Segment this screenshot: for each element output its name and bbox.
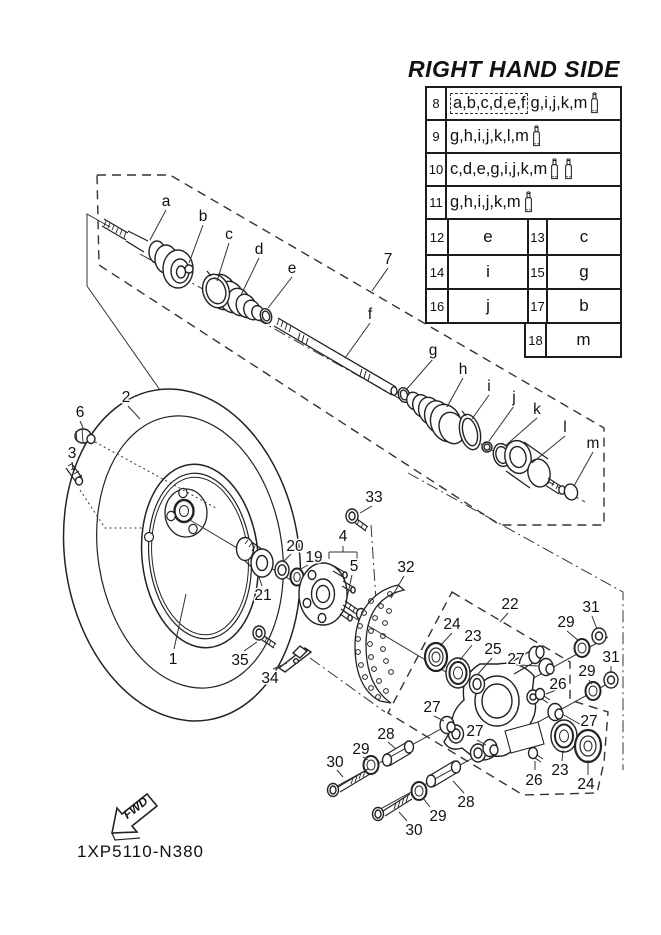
fwd-label: FWD xyxy=(120,793,151,822)
part-20-nut xyxy=(275,561,289,579)
ref-letter-cell: g xyxy=(546,254,620,288)
callout-33: 33 xyxy=(365,489,383,506)
callout-5: 5 xyxy=(349,558,359,575)
grease-tube-icon xyxy=(530,125,543,148)
callout-26: 26 xyxy=(549,676,567,693)
part-6-lug-nut xyxy=(75,429,95,444)
callout-28: 28 xyxy=(377,726,395,743)
callout-27: 27 xyxy=(507,651,525,668)
letter-list: g,i,j,k,m xyxy=(530,94,588,112)
page-title: RIGHT HAND SIDE xyxy=(408,56,620,82)
callout-29: 29 xyxy=(352,741,370,758)
callout-26: 26 xyxy=(525,772,543,789)
callout-c: c xyxy=(225,226,233,243)
callout-g: g xyxy=(428,342,438,359)
part-b-clip xyxy=(185,265,193,273)
part-33-bolt xyxy=(346,509,368,531)
callout-21: 21 xyxy=(254,587,272,604)
diagram-part-code: 1XP5110-N380 xyxy=(77,842,204,861)
callout-24: 24 xyxy=(443,616,461,633)
fwd-arrow xyxy=(112,794,157,840)
callout-i: i xyxy=(487,378,491,395)
callout-3: 3 xyxy=(67,445,77,462)
callout-f: f xyxy=(367,306,373,323)
callout-30: 30 xyxy=(326,754,344,771)
valve-hole xyxy=(145,533,154,542)
callout-29: 29 xyxy=(578,663,596,680)
letter-list: g,h,i,j,k,l,m xyxy=(450,127,529,145)
part-l-cv-housing xyxy=(502,438,565,494)
part-32-brake-disc xyxy=(355,585,404,703)
ref-number-cell: 17 xyxy=(527,288,546,322)
callout-29: 29 xyxy=(429,808,447,825)
ref-number-cell: 16 xyxy=(427,288,447,322)
callout-m: m xyxy=(586,435,600,452)
part-24-seal-lower xyxy=(575,730,601,762)
callout-6: 6 xyxy=(75,404,85,421)
projection-line-to-tire xyxy=(87,286,160,390)
ref-content-cell xyxy=(447,187,620,218)
table-row-9 xyxy=(427,119,620,152)
letter-list: g,h,i,j,k,m xyxy=(450,193,521,211)
part-a-cv-joint xyxy=(102,219,193,288)
boxed-letter-group: a,b,c,d,e,f xyxy=(450,93,528,114)
callout-23: 23 xyxy=(464,628,482,645)
callout-j: j xyxy=(512,389,516,406)
callout-27: 27 xyxy=(580,713,598,730)
ref-letter-cell: e xyxy=(447,220,527,254)
ref-letter-cell: c xyxy=(546,220,620,254)
reference-table xyxy=(425,86,622,358)
callout-4: 4 xyxy=(338,528,348,545)
callout-h: h xyxy=(458,361,468,378)
ref-number-cell: 9 xyxy=(427,121,447,152)
ref-number-cell: 12 xyxy=(429,229,445,245)
callout-28: 28 xyxy=(457,794,475,811)
ref-letter-cell: b xyxy=(546,288,620,322)
callout-20: 20 xyxy=(286,538,304,555)
part-h-boot xyxy=(404,390,469,447)
callout-a: a xyxy=(161,193,171,210)
table-section-last-row xyxy=(524,322,622,358)
ref-letter-cell: j xyxy=(447,288,527,322)
chain-bolt33-to-disc xyxy=(371,525,376,600)
callout-1: 1 xyxy=(168,651,178,668)
ref-number-cell: 14 xyxy=(427,254,447,288)
table-section-lists xyxy=(425,86,622,220)
ref-number-cell: 10 xyxy=(427,154,447,185)
callout-19: 19 xyxy=(305,549,323,566)
part-23-bearing-lower xyxy=(551,720,577,752)
callout-23: 23 xyxy=(551,762,569,779)
callout-d: d xyxy=(254,241,264,258)
callout-35: 35 xyxy=(231,652,249,669)
table-row-10 xyxy=(427,152,620,185)
callout-22: 22 xyxy=(501,596,519,613)
part-23-bearing-upper xyxy=(446,658,470,688)
callout-27: 27 xyxy=(423,699,441,716)
grease-tube-icon xyxy=(562,158,575,181)
ref-number-cell: 8 xyxy=(427,88,447,119)
grease-tube-icon xyxy=(588,92,601,115)
callout-l: l xyxy=(563,419,567,436)
callout-29: 29 xyxy=(557,614,575,631)
callout-32: 32 xyxy=(397,559,415,576)
ref-number-cell: 18 xyxy=(528,332,543,348)
callout-2: 2 xyxy=(121,389,131,406)
ref-letter-cell: i xyxy=(447,254,527,288)
callout-k: k xyxy=(533,401,541,418)
table-row-11 xyxy=(427,185,620,218)
callout-24: 24 xyxy=(577,776,595,793)
part-24-seal-upper xyxy=(425,643,447,671)
ref-content-cell xyxy=(447,154,620,185)
grease-tube-icon xyxy=(522,191,535,214)
callout-b: b xyxy=(198,208,208,225)
ref-letter-cell: m xyxy=(545,324,620,356)
part-4-wheel-hub xyxy=(299,563,355,625)
ref-content-cell xyxy=(447,121,620,152)
callout-30: 30 xyxy=(405,822,423,839)
table-row-8 xyxy=(427,88,620,119)
ref-content-cell xyxy=(447,88,620,119)
ref-number-cell: 13 xyxy=(527,220,546,254)
callout-25: 25 xyxy=(484,641,502,658)
part-j-clip xyxy=(482,442,492,452)
ref-number-cell: 11 xyxy=(427,187,447,218)
callout-31: 31 xyxy=(602,649,620,666)
part-25-collar xyxy=(470,675,485,694)
table-section-pairs xyxy=(425,218,622,324)
callout-34: 34 xyxy=(261,670,279,687)
ref-number-cell: 15 xyxy=(527,254,546,288)
letter-list: c,d,e,g,i,j,k,m xyxy=(450,160,548,178)
part-f-drive-shaft xyxy=(274,318,397,395)
grease-tube-icon xyxy=(548,158,561,181)
callout-e: e xyxy=(287,260,297,277)
callout-7: 7 xyxy=(383,251,393,268)
callout-31: 31 xyxy=(582,599,600,616)
callout-27: 27 xyxy=(466,723,484,740)
part-m-cap xyxy=(563,483,579,502)
